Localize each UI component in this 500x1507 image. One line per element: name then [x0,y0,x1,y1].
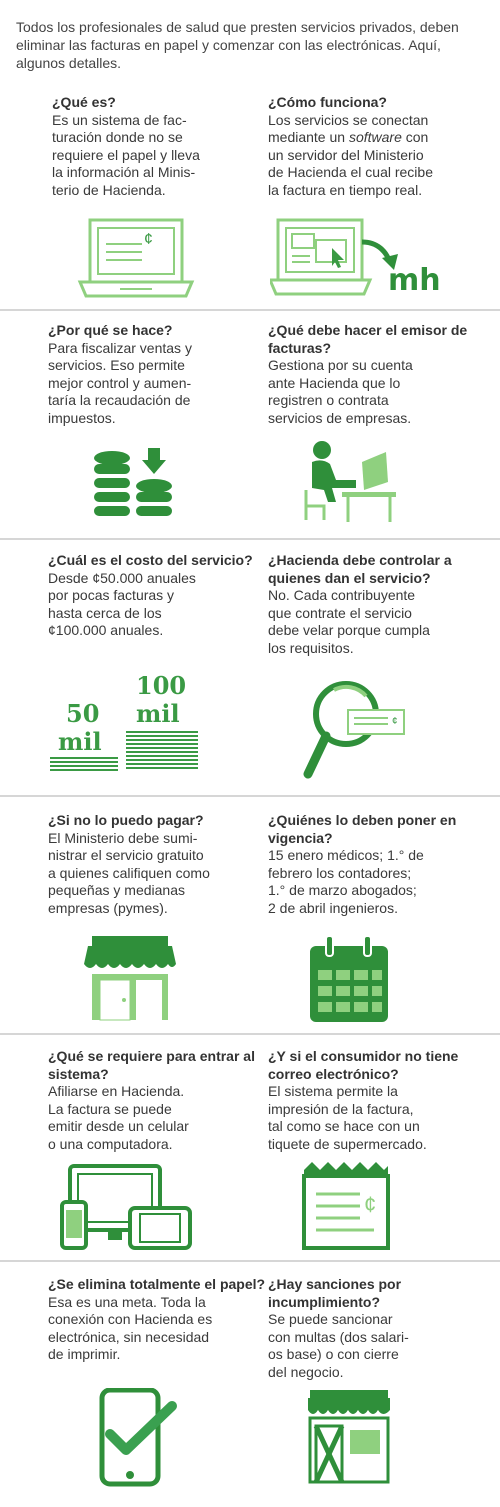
svg-text:50: 50 [66,699,100,728]
phone-check-icon [98,1388,180,1488]
item-como-funciona [268,94,488,199]
answer: Para fiscalizar ventas y servicios. Eso permite mejor control y aumen- taría la recaudación de impuestos. [48,339,192,426]
question: ¿Quiénes lo deben poner en vigencia? [268,812,457,846]
question: ¿Se elimina totalmente el papel? [48,1276,266,1292]
calendar-icon [308,936,390,1024]
answer: Esa es una meta. Toda la conexión con Hacienda es electrónica, sin necesidad de imprimir. [48,1293,213,1362]
row-divider [0,1033,500,1035]
svg-text:mh: mh [388,263,441,298]
row-divider [0,309,500,311]
answer: No. Cada contribuyente que contrate el servicio debe velar porque cumpla los requisitos. [268,587,430,656]
item-sanciones [268,1276,488,1381]
item-por-que [48,322,268,427]
question: ¿Qué se requiere para entrar al sistema? [48,1048,255,1082]
intro-text: Todos los profesionales de salud que presten servicios privados, deben eliminar las facturas en papel y comenzar con las electrónicas. Aquí, algunos detalles. [16,19,459,71]
receipt-icon [300,1160,392,1252]
laptop-to-ministry-icon [270,212,450,302]
answer: Se puede sancionar con multas (dos salari- os base) o con cierre del negocio. [268,1311,409,1380]
answer: Es un sistema de fac- turación donde no se requiere el papel y lleva la información al Minis- terio de Hacienda. [52,111,200,198]
storefront-icon [82,934,178,1024]
item-emisor [268,322,488,427]
answer: El Ministerio debe sumi- nistrar el servicio gratuito a quienes califiquen como pequeñas y medianas empresas (pymes). [48,829,210,916]
closed-store-icon [306,1388,392,1484]
svg-text:¢: ¢ [364,1192,377,1217]
item-papel [48,1276,268,1364]
answer: Afiliarse en Hacienda. La factura se puede emitir desde un celular o una computadora. [48,1083,189,1152]
devices-icon [58,1164,194,1252]
money-stacks-icon [48,668,208,774]
person-at-desk-icon [302,440,398,524]
svg-text:¢: ¢ [392,716,398,727]
question: ¿Qué es? [52,94,116,110]
svg-text:mil: mil [136,699,180,728]
svg-text:¢: ¢ [144,231,153,248]
item-hacienda-controlar [268,552,488,657]
question: ¿Cómo funciona? [268,94,387,110]
answer: El sistema permite la impresión de la factura, tal como se hace con un tiquete de supermercado. [268,1083,427,1152]
item-consumidor [268,1048,488,1153]
svg-text:mil: mil [58,727,102,756]
item-no-pagar [48,812,268,917]
question: ¿Y si el consumidor no tiene correo electrónico? [268,1048,459,1082]
question: ¿Qué debe hacer el emisor de facturas? [268,322,468,356]
answer: Desde ¢50.000 anuales por pocas facturas y hasta cerca de los ¢100.000 anuales. [48,569,196,638]
item-vigencia [268,812,488,917]
question: ¿Hacienda debe controlar a quienes dan el servicio? [268,552,452,586]
magnifier-icon [300,676,410,780]
answer: Los servicios se conectan mediante un software con un servidor del Ministerio de Hacienda el cual recibe la factura en tiempo real. [268,111,433,198]
row-divider [0,538,500,540]
answer: Gestiona por su cuenta ante Hacienda que lo registren o contrata servicios de empresas. [268,357,413,426]
coin-stacks-icon [92,444,176,524]
svg-text:100: 100 [136,671,187,700]
question: ¿Si no lo puedo pagar? [48,812,204,828]
question: ¿Por qué se hace? [48,322,173,338]
row-divider [0,1260,500,1262]
item-requiere [48,1048,268,1153]
laptop-invoice-icon [76,212,196,302]
question: ¿Hay sanciones por incumplimiento? [268,1276,402,1310]
answer: 15 enero médicos; 1.° de febrero los contadores; 1.° de marzo abogados; 2 de abril ingenieros. [268,847,424,916]
item-que-es [52,94,272,199]
question: ¿Cuál es el costo del servicio? [48,552,253,568]
item-costo [48,552,268,640]
row-divider [0,795,500,797]
